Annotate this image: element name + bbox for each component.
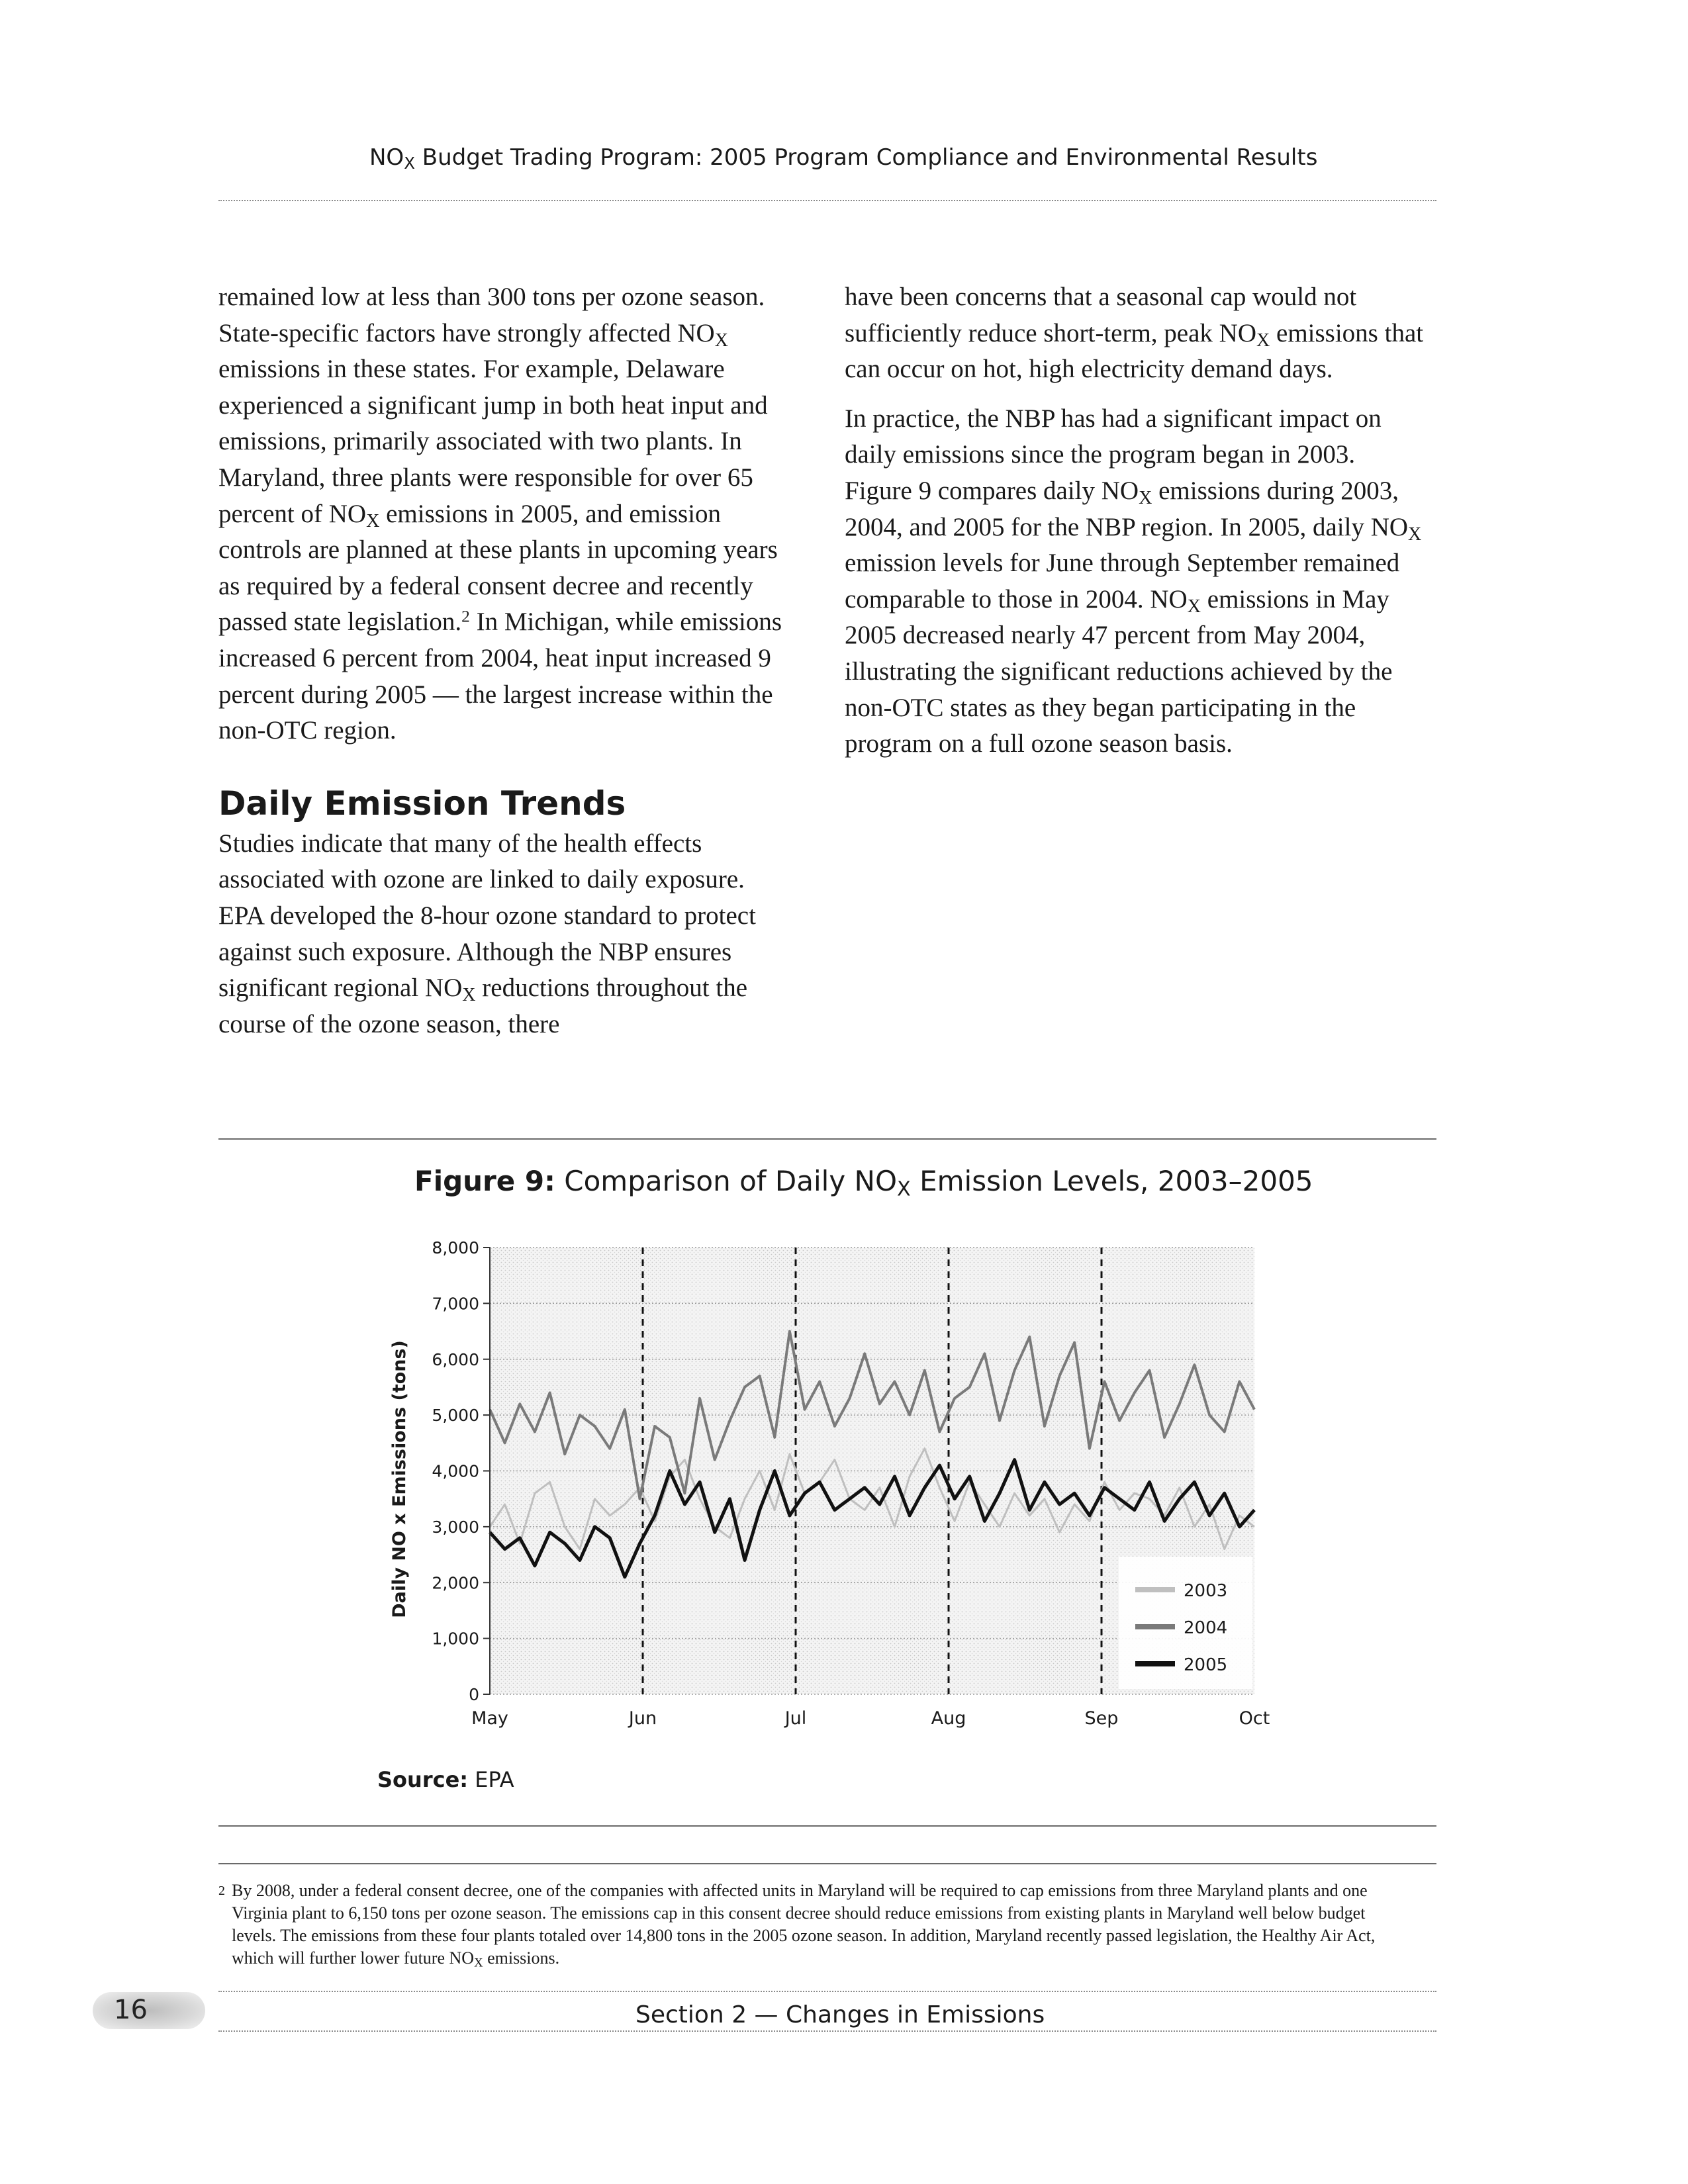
footnote-text: By 2008, under a federal consent decree, one of the companies with affected units in Maryland will be required to cap emissions from three Maryland plants and one Virginia plant to 6,150 tons per ozone season. The emissions cap in this consent decree should reduce emissions from existing plants in Maryland well below budget levels. The emissions from these four plants totaled over 14,800 tons in the 2005 ozone season. In addition, Maryland recently passed legislation, the Healthy Air Act, which will further lower future $NO_X$ emissions. [232, 1881, 1376, 1970]
y-tick-label: 6,000 [432, 1349, 479, 1369]
footnote-rule [218, 1863, 1436, 1864]
page-footer [0, 1992, 1688, 2045]
footer-rule-top [218, 1991, 1436, 1992]
footnote-ref: 2 [461, 607, 470, 626]
x-tick-label: May [471, 1708, 508, 1729]
y-tick-label: 7,000 [432, 1294, 479, 1314]
emissions-line-chart [218, 1138, 1436, 1774]
y-tick-label: 5,000 [432, 1406, 479, 1426]
footnote-mark: 2 [218, 1884, 225, 1898]
page-number-badge [93, 1992, 205, 2029]
left-column [218, 279, 794, 1056]
x-tick-label: Jun [628, 1708, 657, 1729]
legend-label: 2003 [1184, 1581, 1228, 1601]
y-axis-label: Daily NO x Emissions (tons) [389, 1340, 410, 1618]
x-tick-label: Jul [784, 1708, 807, 1729]
figure-bottom-rule [218, 1825, 1436, 1827]
x-tick-label: Oct [1239, 1708, 1270, 1729]
page-number: 16 [114, 1995, 148, 2025]
section-heading: Daily Emission Trends [218, 784, 626, 823]
paragraph: have been concerns that a seasonal cap would not sufficiently reduce short-term, peak $NO_X$ emissions that can occur on hot, high electricity demand days. [845, 283, 1424, 384]
figure-title: Figure 9: Comparison of Daily $NO_X$ Emission Levels, 2003–2005 [414, 1165, 1313, 1201]
header-rule [218, 200, 1436, 201]
running-header-title: $NO_X$ Budget Trading Program: 2005 Program Compliance and Environmental Results [369, 144, 1318, 173]
y-tick-label: 0 [469, 1685, 479, 1704]
y-tick-label: 1,000 [432, 1629, 479, 1649]
paragraph: In practice, the NBP has had a significant impact on daily emissions since the program began in 2003. Figure 9 compares daily $NO_X$ emissions during 2003, 2004, and 2005 for the NBP region. In 2005, daily $NO_X$ emission levels for June through September remained comparable to those in 2004. $NO_X$ emissions in May 2005 decreased nearly 47 percent from May 2004, illustrating the significant reductions achieved by the non-OTC states as they began participating in the program on a full ozone season basis. [845, 404, 1422, 758]
footer-rule-bottom [218, 2030, 1436, 2032]
legend-label: 2005 [1184, 1655, 1228, 1675]
y-tick-label: 3,000 [432, 1517, 479, 1537]
footer-section-title: Section 2 — Changes in Emissions [635, 2001, 1045, 2028]
y-tick-label: 2,000 [432, 1573, 479, 1593]
legend-label: 2004 [1184, 1618, 1228, 1638]
paragraph: remained low at less than 300 tons per ozone season. State-specific factors have strongly affected $NO_X$ emissions in these states. For example, Delaware experienced a significant jump in both heat input and emissions, primarily associated with two plants. In Maryland, three plants were responsible for over 65 percent of $NO_X$ emissions in 2005, and emission controls are planned at these plants in upcoming years as required by a federal consent decree and recently passed state legislation.$^2$ In Michigan, while emissions increased 6 percent from 2004, heat input increased 9 percent during 2005 — the largest increase within the non-OTC region. [218, 283, 782, 745]
right-column [845, 279, 1427, 776]
y-tick-label: 4,000 [432, 1461, 479, 1481]
figure [218, 1138, 1436, 1846]
y-tick-label: 8,000 [432, 1238, 479, 1257]
footnote [218, 1880, 1417, 1970]
legend [1119, 1557, 1252, 1689]
x-tick-label: Sep [1084, 1708, 1119, 1729]
figure-source: Source: EPA [377, 1767, 514, 1792]
x-tick-label: Aug [931, 1708, 966, 1729]
running-header [218, 144, 1436, 171]
paragraph: Studies indicate that many of the health effects associated with ozone are linked to daily exposure. EPA developed the 8-hour ozone standard to protect against such exposure. Although the NBP ensures significant regional $NO_X$ reductions throughout the course of the ozone season, there [218, 829, 756, 1038]
